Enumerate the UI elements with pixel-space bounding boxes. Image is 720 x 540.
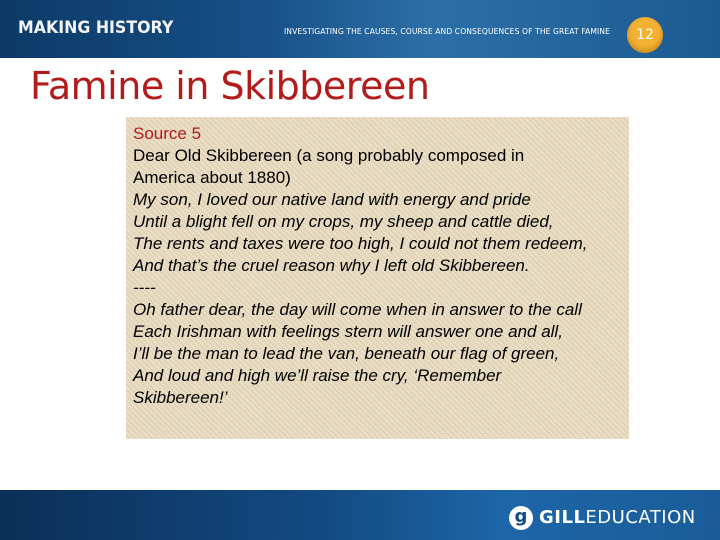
logo-bold-text: GILL: [539, 507, 586, 528]
source-label: Source 5: [133, 124, 202, 143]
verse-line: My son, I loved our native land with energy and pride: [133, 190, 531, 209]
page-title: Famine in Skibbereen: [30, 64, 430, 108]
publisher-logo: [539, 507, 696, 528]
song-note: (a song probably composed in: [291, 146, 525, 165]
verse-line: I’ll be the man to lead the van, beneath our flag of green,: [133, 344, 560, 363]
verse-line: And that’s the cruel reason why I left old Skibbereen.: [133, 256, 530, 275]
song-title: Dear Old Skibbereen: [133, 146, 292, 165]
verse-separator: ----: [133, 278, 156, 297]
verse-line: Each Irishman with feelings stern will answer one and all,: [133, 322, 563, 341]
verse-line: Skibbereen!’: [133, 388, 228, 407]
verse-line: And loud and high we’ll raise the cry, ‘Remember: [133, 366, 502, 385]
brand-logo: MAKING HISTORY: [18, 18, 174, 38]
logo-light-text: EDUCATION: [585, 507, 696, 528]
verse-line: Oh father dear, the day will come when in answer to the call: [133, 300, 582, 319]
page-number-badge: 12: [627, 17, 663, 53]
verse-line: Until a blight fell on my crops, my sheep and cattle died,: [133, 212, 554, 231]
verse-line: The rents and taxes were too high, I could not them redeem,: [133, 234, 588, 253]
source-box: [126, 117, 629, 439]
source-heading: [133, 145, 623, 167]
header-subtitle: INVESTIGATING THE CAUSES, COURSE AND CONSEQUENCES OF THE GREAT FAMINE: [283, 27, 610, 36]
gill-logo-icon: g: [509, 506, 533, 530]
song-note-continued: America about 1880): [133, 168, 291, 187]
